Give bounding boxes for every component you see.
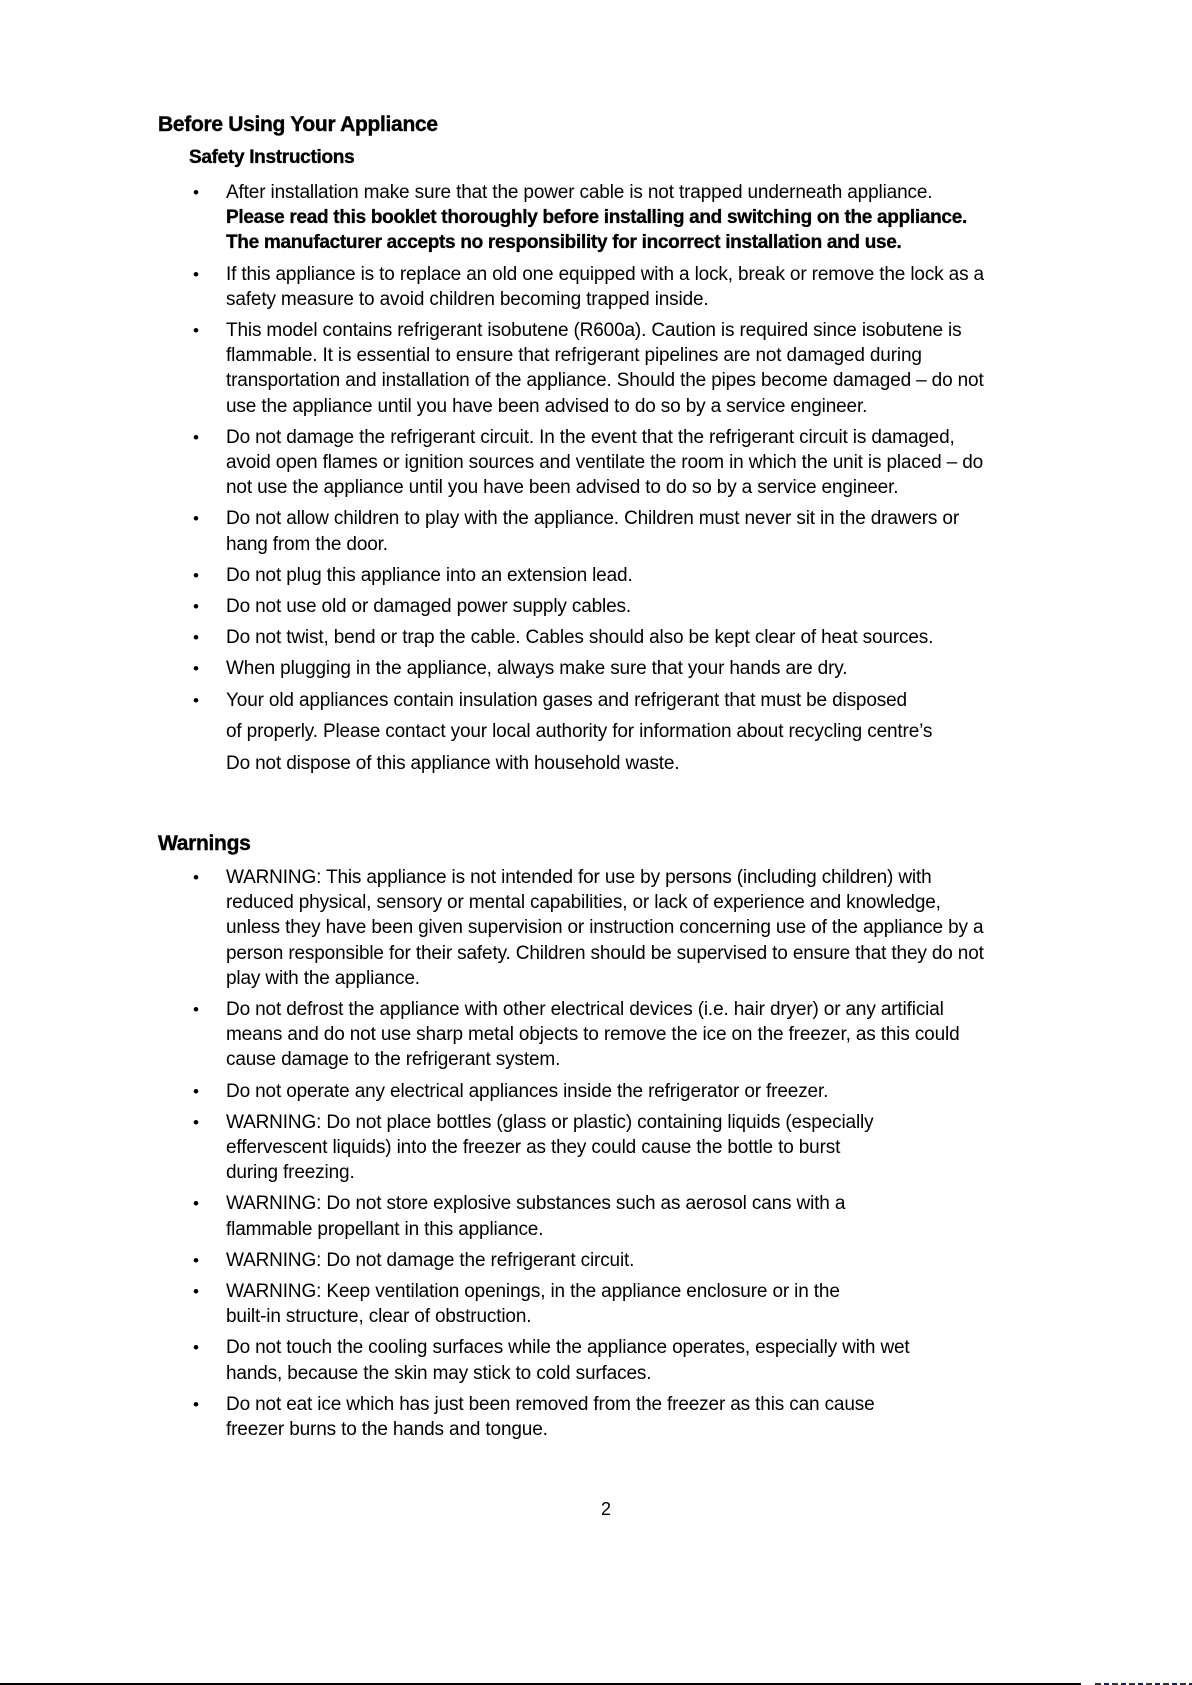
list-item-text: This model contains refrigerant isobutene (R600a). Caution is required since isobutene is <box>226 320 962 342</box>
list-item <box>0 180 1086 256</box>
list-item-text: Do not twist, bend or trap the cable. Cables should also be kept clear of heat sources. <box>226 627 934 649</box>
list-item-text: built-in structure, clear of obstruction. <box>226 1306 532 1328</box>
list-item-text: WARNING: This appliance is not intended for use by persons (including children) with <box>226 867 932 888</box>
list-item-text: Do not damage the refrigerant circuit. In the event that the refrigerant circuit is damaged, <box>226 426 955 448</box>
list-item <box>0 1335 1086 1385</box>
list-item <box>0 1110 1086 1186</box>
list-item-text: effervescent liquids) into the freezer as they could cause the bottle to burst <box>226 1137 841 1159</box>
section-title-before-using: Before Using Your Appliance <box>158 113 438 136</box>
bullet-icon: • <box>193 1194 199 1214</box>
list-item-text: Do not plug this appliance into an extension lead. <box>226 564 633 586</box>
list-item-text: not use the appliance until you have been advised to do so by a service engineer. <box>226 477 899 499</box>
subsection-title-safety-instructions: Safety Instructions <box>189 147 355 168</box>
bullet-icon: • <box>193 1250 199 1270</box>
list-item-text: Do not use old or damaged power supply cables. <box>226 596 632 618</box>
list-item-text: After installation make sure that the power cable is not trapped underneath appliance. <box>226 182 933 203</box>
bullet-icon: • <box>193 509 199 529</box>
bullet-icon: • <box>193 427 199 447</box>
list-item-text: avoid open flames or ignition sources and ventilate the room in which the unit is placed – do <box>226 452 984 474</box>
list-item-text: WARNING: Do not damage the refrigerant circuit. <box>226 1249 635 1271</box>
bullet-icon: • <box>193 628 199 648</box>
list-item-text: Do not defrost the appliance with other electrical devices (i.e. hair dryer) or any artificial <box>226 999 944 1021</box>
list-item-text: use the appliance until you have been advised to do so by a service engineer. <box>226 395 868 417</box>
bullet-icon: • <box>193 1282 199 1302</box>
emphasis-text: Please read this booklet thoroughly before installing and switching on the appliance. <box>226 207 967 229</box>
list-item-text: Your old appliances contain insulation gases and refrigerant that must be disposed <box>226 689 907 711</box>
list-item <box>0 625 1086 650</box>
list-item-text: reduced physical, sensory or mental capabilities, or lack of experience and knowledge, <box>226 892 941 914</box>
list-item-text: of properly. Please contact your local authority for information about recycling centre’s <box>226 721 933 743</box>
list-item-text: Do not dispose of this appliance with household waste. <box>226 752 680 774</box>
list-item-text: unless they have been given supervision or instruction concerning use of the appliance by a <box>226 917 984 939</box>
list-item <box>0 262 1086 312</box>
list-item-text: Do not touch the cooling surfaces while the appliance operates, especially with wet <box>226 1337 910 1359</box>
list-item <box>0 997 1086 1073</box>
list-item-text: hang from the door. <box>226 533 388 555</box>
list-item-text: When plugging in the appliance, always make sure that your hands are dry. <box>226 658 848 680</box>
list-item-text: person responsible for their safety. Children should be supervised to ensure that they do not <box>226 942 984 964</box>
bullet-icon: • <box>193 321 199 341</box>
list-item-text: Do not allow children to play with the appliance. Children must never sit in the drawers or <box>226 508 960 530</box>
list-item-text: WARNING: Do not store explosive substances such as aerosol cans with a <box>226 1193 846 1215</box>
bullet-icon: • <box>193 183 199 202</box>
emphasis-text: The manufacturer accepts no responsibility for incorrect installation and use. <box>226 232 902 254</box>
bullet-icon: • <box>193 659 199 679</box>
list-item-text: during freezing. <box>226 1162 355 1184</box>
list-item <box>0 685 1086 780</box>
list-item-text: play with the appliance. <box>226 967 420 989</box>
list-item-text: freezer burns to the hands and tongue. <box>226 1419 548 1441</box>
list-item <box>0 1392 1086 1442</box>
list-item-text: WARNING: Keep ventilation openings, in the appliance enclosure or in the <box>226 1281 840 1303</box>
bullet-icon: • <box>193 690 199 710</box>
list-item <box>0 656 1086 681</box>
bullet-icon: • <box>193 1081 199 1101</box>
list-item <box>0 1191 1086 1241</box>
bullet-icon: • <box>193 565 199 585</box>
bullet-icon: • <box>193 264 199 284</box>
list-item-text: Do not eat ice which has just been removed from the freezer as this can cause <box>226 1393 875 1415</box>
list-item-text: means and do not use sharp metal objects to remove the ice on the freezer, as this could <box>226 1024 960 1046</box>
bullet-icon: • <box>193 597 199 617</box>
list-item-text: safety measure to avoid children becoming trapped inside. <box>226 288 709 310</box>
list-item-text: Do not operate any electrical appliances inside the refrigerator or freezer. <box>226 1080 829 1102</box>
list-item-text: WARNING: Do not place bottles (glass or plastic) containing liquids (especially <box>226 1111 874 1133</box>
list-item-text: hands, because the skin may stick to cold surfaces. <box>226 1362 652 1384</box>
list-item-text: flammable. It is essential to ensure that refrigerant pipelines are not damaged during <box>226 345 922 367</box>
section-title-warnings: Warnings <box>158 832 251 855</box>
list-item <box>0 594 1086 619</box>
bullet-icon: • <box>193 1000 199 1020</box>
list-item <box>0 1248 1086 1273</box>
bullet-icon: • <box>193 868 199 887</box>
list-item-text: cause damage to the refrigerant system. <box>226 1049 561 1071</box>
list-item-text: If this appliance is to replace an old one equipped with a lock, break or remove the lock as a <box>226 263 984 285</box>
list-item <box>0 865 1086 991</box>
list-item <box>0 318 1086 419</box>
list-item <box>0 1079 1086 1104</box>
page-number: 2 <box>600 1499 611 1519</box>
list-item <box>0 1279 1086 1329</box>
list-item <box>0 506 1086 556</box>
list-item <box>0 425 1086 501</box>
list-item-text: transportation and installation of the appliance. Should the pipes become damaged – do not <box>226 370 984 392</box>
bullet-icon: • <box>193 1338 199 1358</box>
bullet-icon: • <box>193 1112 199 1132</box>
bullet-icon: • <box>193 1394 199 1414</box>
list-item <box>0 563 1086 588</box>
warnings-list <box>0 865 1192 1448</box>
list-item-text: flammable propellant in this appliance. <box>226 1218 544 1240</box>
safety-instructions-list <box>0 180 1192 785</box>
